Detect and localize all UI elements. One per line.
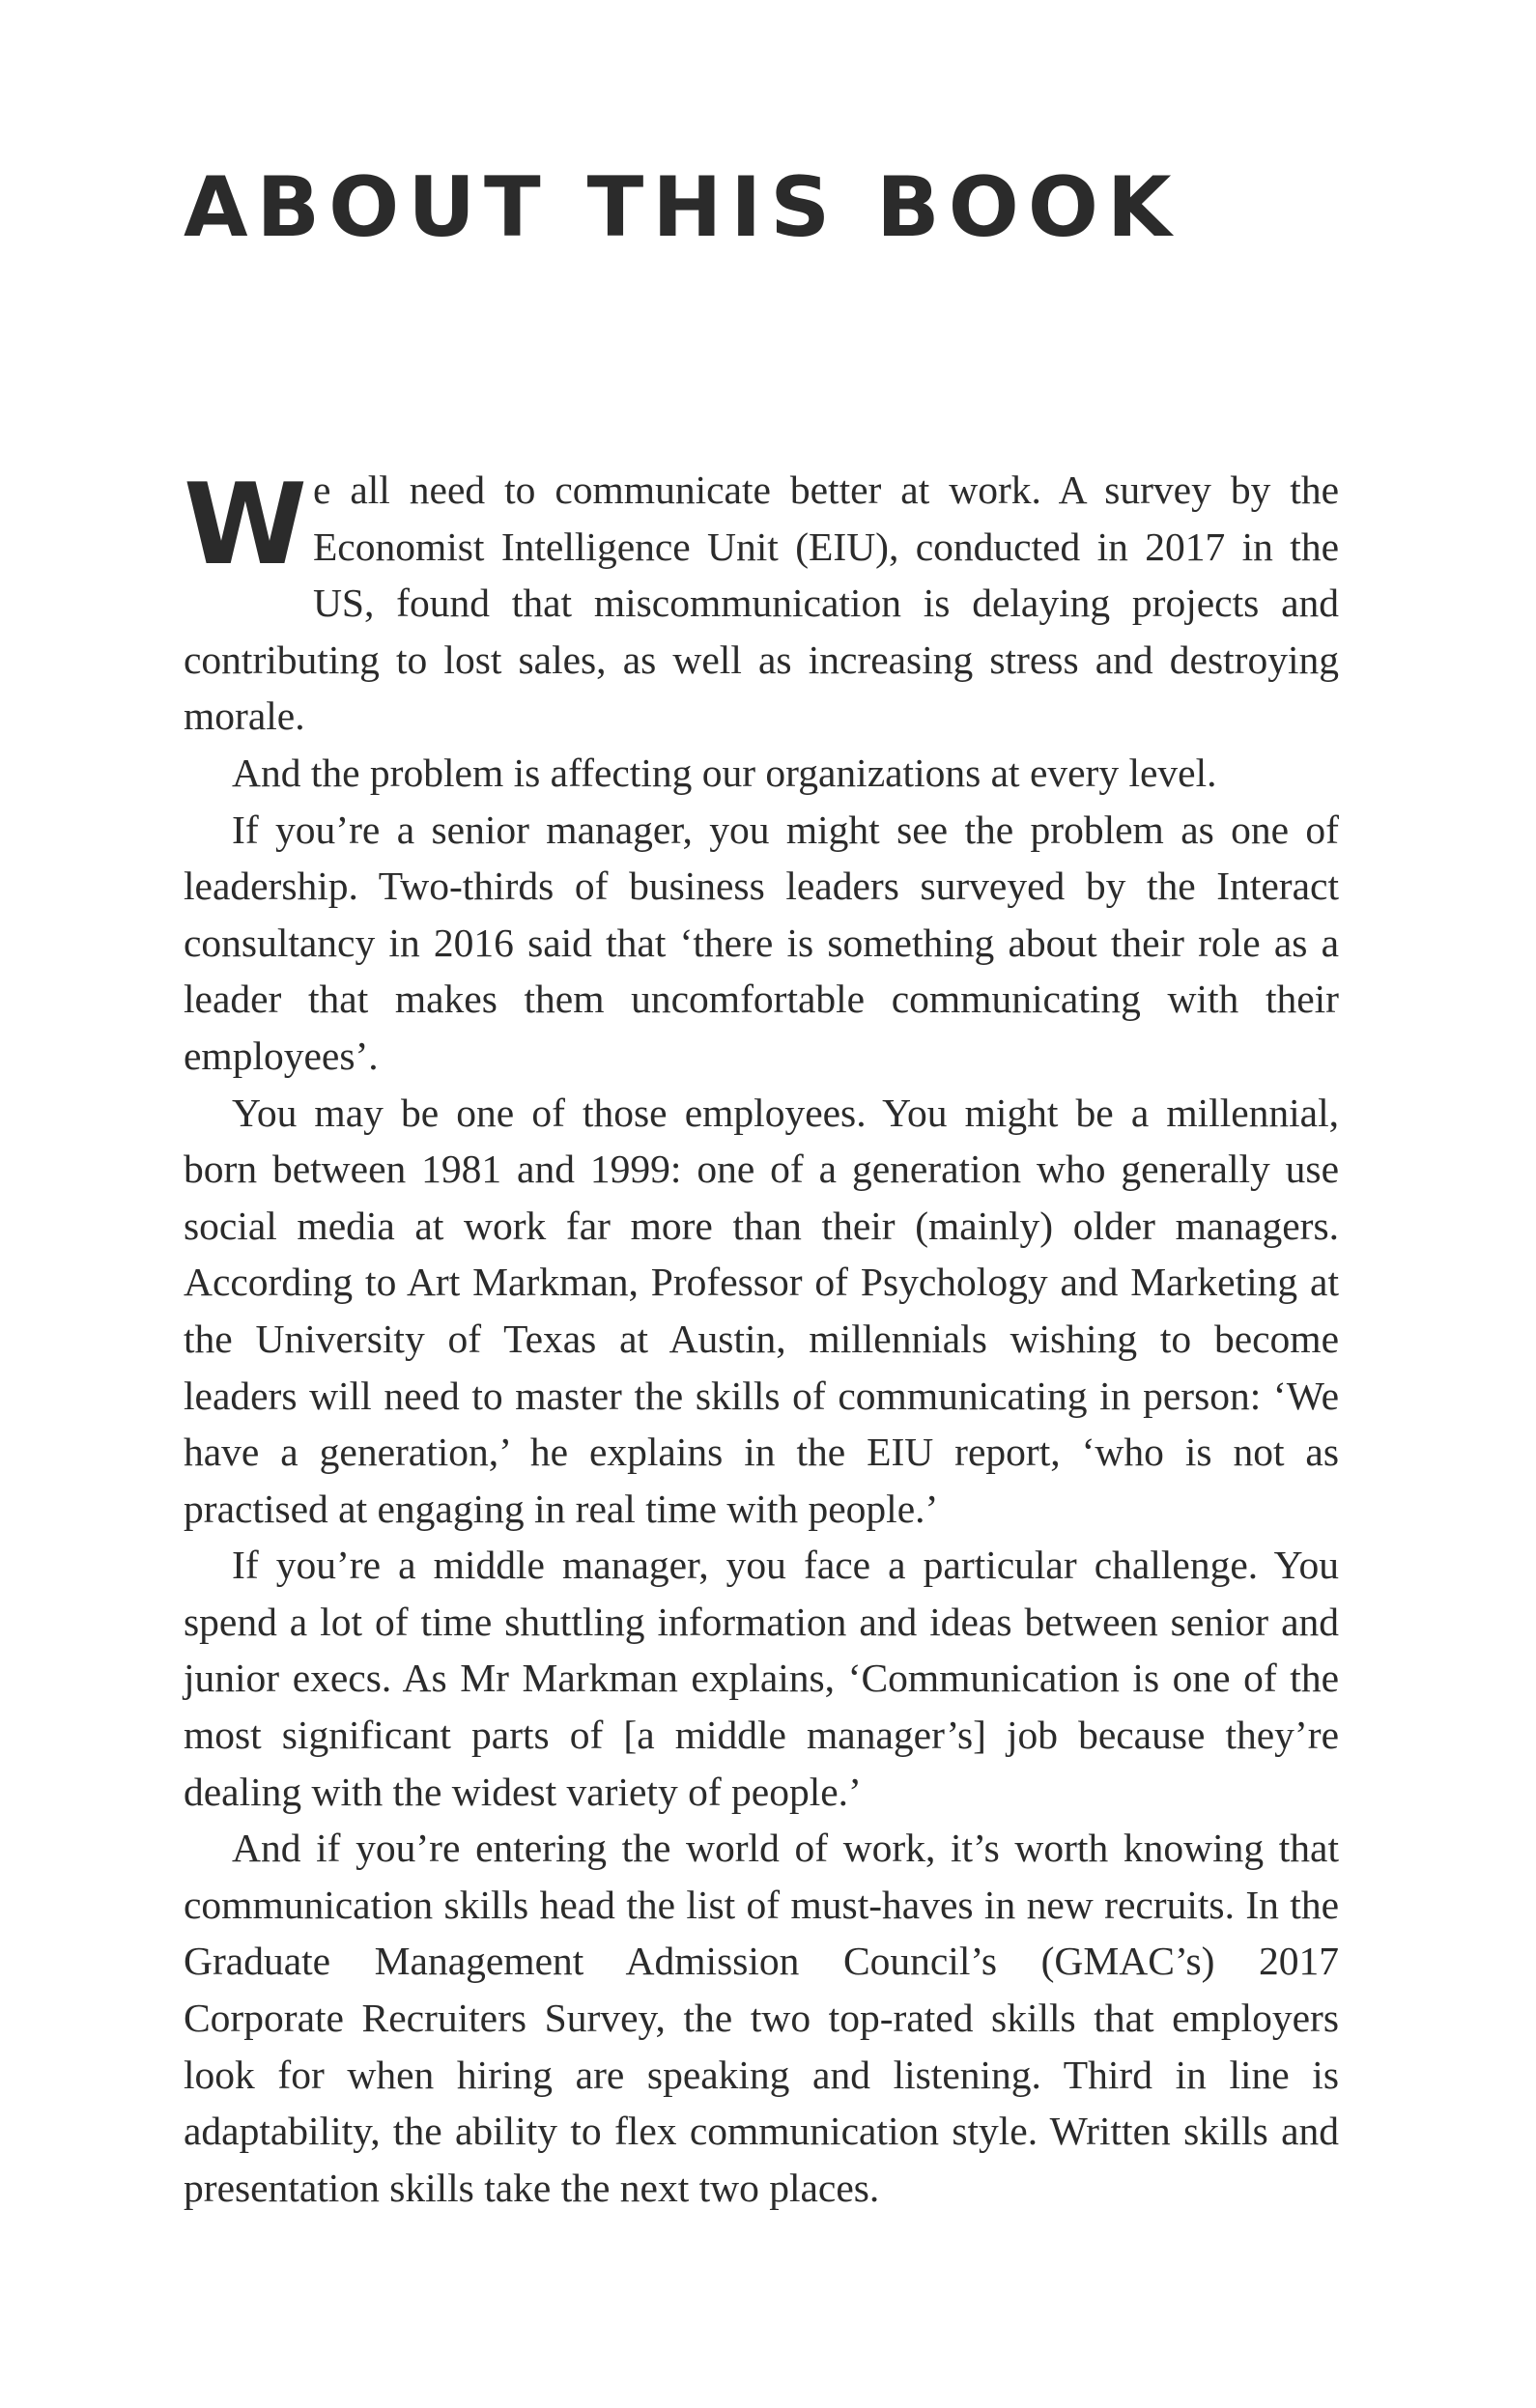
paragraph-2: And the problem is affecting our organizations at every level.	[232, 750, 1217, 795]
paragraph-3: If you’re a senior manager, you might see the problem as one of leadership. Two-thirds of business leaders surveyed by the Interact consultancy in 2016 said that ‘there is something about their role as a leader that makes them uncomfortable communicating with their employees’.	[184, 807, 1339, 1078]
paragraph-1-text: e all need to communicate better at work. A survey by the Economist Intelligence Unit (EIU), conducted in 2017 in the US, found that miscommunication is delaying projects and contributing to lost sales, as well as increasing stress and destroying morale.	[184, 467, 1339, 739]
drop-cap: W	[184, 460, 307, 590]
paragraph-5: If you’re a middle manager, you face a particular challenge. You spend a lot of time shuttling information and ideas between senior and junior execs. As Mr Markman explains, ‘Communication is one of the most significant parts of [a middle manager’s] job because they’re dealing with the widest variety of people.’	[184, 1543, 1339, 1814]
chapter-heading: ABOUT THIS BOOK	[184, 159, 1180, 256]
paragraph-4: You may be one of those employees. You might be a millennial, born between 1981 and 1999: one of a generation who generally use social media at work far more than their (mainly) older managers. According to Art Markman, Professor of Psychology and Marketing at the University of Texas at Austin, millennials wishing to become leaders will need to master the skills of communicating in person: ‘We have a generation,’ he explains in the EIU report, ‘who is not as practised at engaging in real time with people.’	[184, 1090, 1339, 1531]
paragraph-1	[184, 462, 1339, 745]
paragraph-6: And if you’re entering the world of work, it’s worth knowing that communication skills head the list of must-haves in new recruits. In the Graduate Management Admission Council’s (GMAC’s) 2017 Corporate Recruiters Survey, the two top-rated skills that employers look for when hiring are speaking and listening. Third in line is adaptability, the ability to flex communication style. Written skills and presentation skills take the next two places.	[184, 1826, 1339, 2210]
body-text	[184, 462, 1339, 2216]
